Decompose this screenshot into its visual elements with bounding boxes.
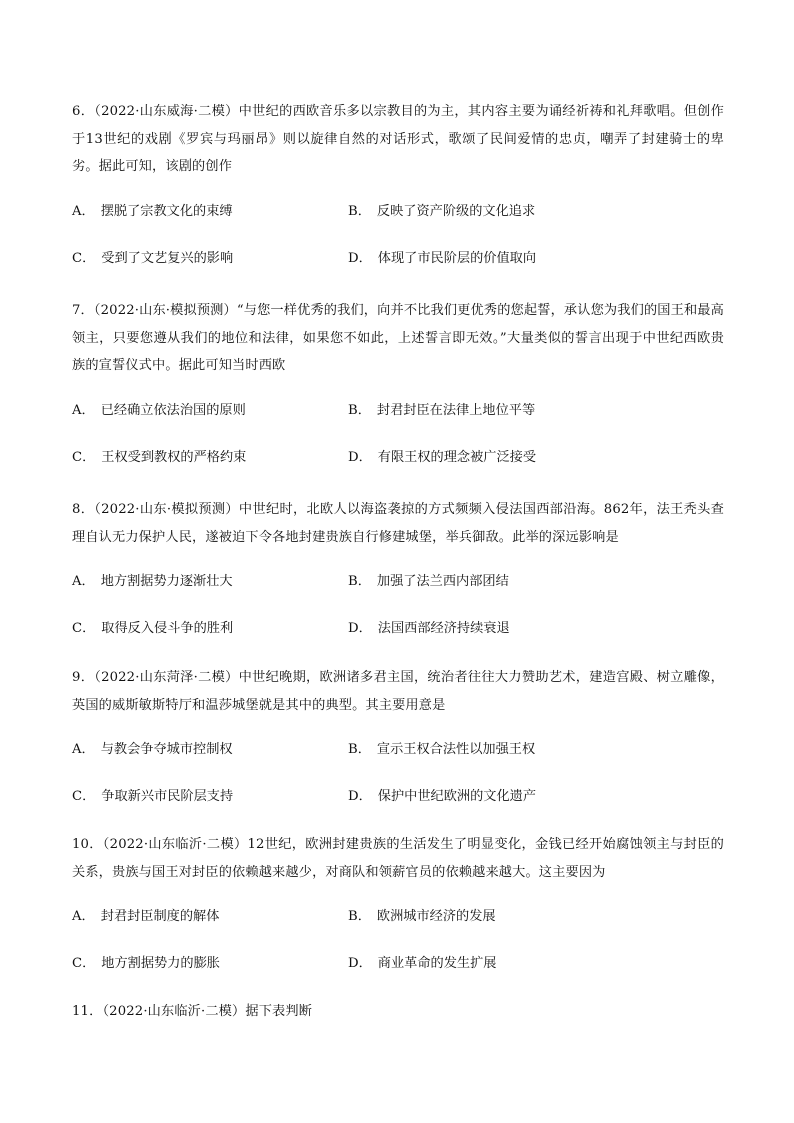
option-c[interactable]	[72, 952, 220, 976]
option-d[interactable]	[348, 952, 496, 976]
option-text: 反映了资产阶级的文化追求	[376, 203, 536, 219]
question-stem: 6．（2022·山东威海·二模）中世纪的西欧音乐多以宗教目的为主，其内容主要为诵经祈祷和礼拜歌唱。但创作于13世纪的戏剧《罗宾与玛丽昂》则以旋律自然的对话形式，歌颂了民间爱情的忠贞，嘲弄了封建骑士的卑劣。据此可知，该剧的创作	[72, 104, 724, 174]
question-8	[72, 496, 724, 664]
question-stem: 8．（2022·山东·模拟预测）中世纪时，北欧人以海盗袭掠的方式频频入侵法国西部沿海。862年，法王秃头查理自认无力保护人民，遂被迫下令各地封建贵族自行修建城堡，举兵御敌。此举的深远影响是	[72, 502, 724, 545]
question-11	[72, 998, 724, 1026]
option-text: 争取新兴市民阶层支持	[101, 789, 234, 804]
option-text: 与教会争夺城市控制权	[100, 742, 233, 757]
option-c[interactable]	[72, 785, 233, 809]
option-d[interactable]	[348, 446, 536, 470]
option-row	[72, 738, 724, 785]
option-letter: D．	[348, 956, 372, 971]
option-letter: C．	[72, 621, 96, 636]
option-b[interactable]	[348, 570, 509, 594]
option-a[interactable]	[72, 905, 219, 929]
option-letter: B．	[348, 203, 371, 219]
option-text: 封君封臣制度的解体	[100, 909, 220, 924]
option-b[interactable]	[348, 399, 535, 423]
option-row	[72, 446, 724, 493]
option-a[interactable]	[72, 738, 233, 762]
option-list	[72, 738, 724, 832]
option-letter: B．	[348, 402, 371, 418]
option-row	[72, 200, 724, 247]
option-list	[72, 905, 724, 999]
option-a[interactable]	[72, 200, 233, 224]
option-letter: C．	[72, 449, 96, 465]
option-row	[72, 399, 724, 446]
option-b[interactable]	[348, 738, 535, 762]
option-letter: C．	[72, 956, 96, 971]
option-text: 受到了文艺复兴的影响	[101, 250, 234, 266]
option-letter: B．	[348, 742, 371, 757]
option-letter: B．	[348, 574, 371, 589]
option-text: 宣示王权合法性以加强王权	[376, 742, 536, 757]
option-text: 已经确立依法治国的原则	[100, 402, 246, 418]
option-text: 有限王权的理念被广泛接受	[377, 449, 537, 465]
option-text: 摆脱了宗教文化的束缚	[100, 203, 233, 219]
option-text: 欧洲城市经济的发展	[376, 909, 496, 924]
option-text: 王权受到教权的严格约束	[101, 449, 247, 465]
option-letter: A．	[72, 574, 95, 589]
option-text: 取得反入侵斗争的胜利	[101, 621, 234, 636]
option-row	[72, 905, 724, 952]
option-b[interactable]	[348, 200, 535, 224]
question-stem: 9．（2022·山东菏泽·二模）中世纪晚期，欧洲诸多君主国，统治者往往大力赞助艺术，建造宫殿、树立雕像，英国的威斯敏斯特厅和温莎城堡就是其中的典型。其主要用意是	[72, 670, 724, 713]
option-text: 体现了市民阶层的价值取向	[377, 250, 537, 266]
option-text: 封君封臣在法律上地位平等	[376, 402, 536, 418]
option-text: 保护中世纪欧洲的文化遗产	[377, 789, 537, 804]
question-6	[72, 98, 724, 294]
option-b[interactable]	[348, 905, 496, 929]
option-text: 加强了法兰西内部团结	[376, 574, 509, 589]
option-letter: C．	[72, 789, 96, 804]
question-10	[72, 831, 724, 999]
option-row	[72, 785, 724, 832]
option-list	[72, 200, 724, 294]
option-letter: D．	[348, 789, 372, 804]
question-stem: 11．（2022·山东临沂·二模）据下表判断	[72, 1004, 313, 1019]
option-d[interactable]	[348, 785, 536, 809]
option-text: 地方割据势力的膨胀	[101, 956, 220, 971]
option-text: 商业革命的发生扩展	[377, 956, 497, 971]
option-letter: D．	[348, 250, 372, 266]
question-stem: 7．（2022·山东·模拟预测）“与您一样优秀的我们，向并不比我们更优秀的您起誓，承认您为我们的国王和最高领主，只要您遵从我们的地位和法律，如果您不如此，上述誓言即无效。”大量类似的誓言出现于中世纪西欧贵族的宣誓仪式中。据此可知当时西欧	[72, 303, 724, 373]
option-letter: A．	[72, 909, 95, 924]
option-letter: A．	[72, 203, 95, 219]
option-letter: A．	[72, 742, 95, 757]
question-stem: 10．（2022·山东临沂·二模）12世纪，欧洲封建贵族的生活发生了明显变化，金钱已经开始腐蚀领主与封臣的关系，贵族与国王对封臣的依赖越来越少，对商队和领薪官员的依赖越来越大。这主要因为	[72, 837, 724, 880]
option-a[interactable]	[72, 399, 246, 423]
question-9	[72, 664, 724, 832]
option-letter: D．	[348, 449, 372, 465]
option-d[interactable]	[348, 247, 536, 271]
option-letter: D．	[348, 621, 372, 636]
question-7	[72, 297, 724, 493]
option-letter: C．	[72, 250, 96, 266]
option-letter: A．	[72, 402, 95, 418]
option-text: 地方割据势力逐渐壮大	[100, 574, 233, 589]
option-text: 法国西部经济持续衰退	[377, 621, 510, 636]
option-row	[72, 247, 724, 294]
option-c[interactable]	[72, 446, 246, 470]
option-c[interactable]	[72, 247, 233, 271]
option-letter: B．	[348, 909, 371, 924]
option-d[interactable]	[348, 617, 510, 641]
option-a[interactable]	[72, 570, 233, 594]
option-list	[72, 570, 724, 664]
option-c[interactable]	[72, 617, 233, 641]
option-row	[72, 570, 724, 617]
option-row	[72, 952, 724, 999]
option-row	[72, 617, 724, 664]
option-list	[72, 399, 724, 493]
